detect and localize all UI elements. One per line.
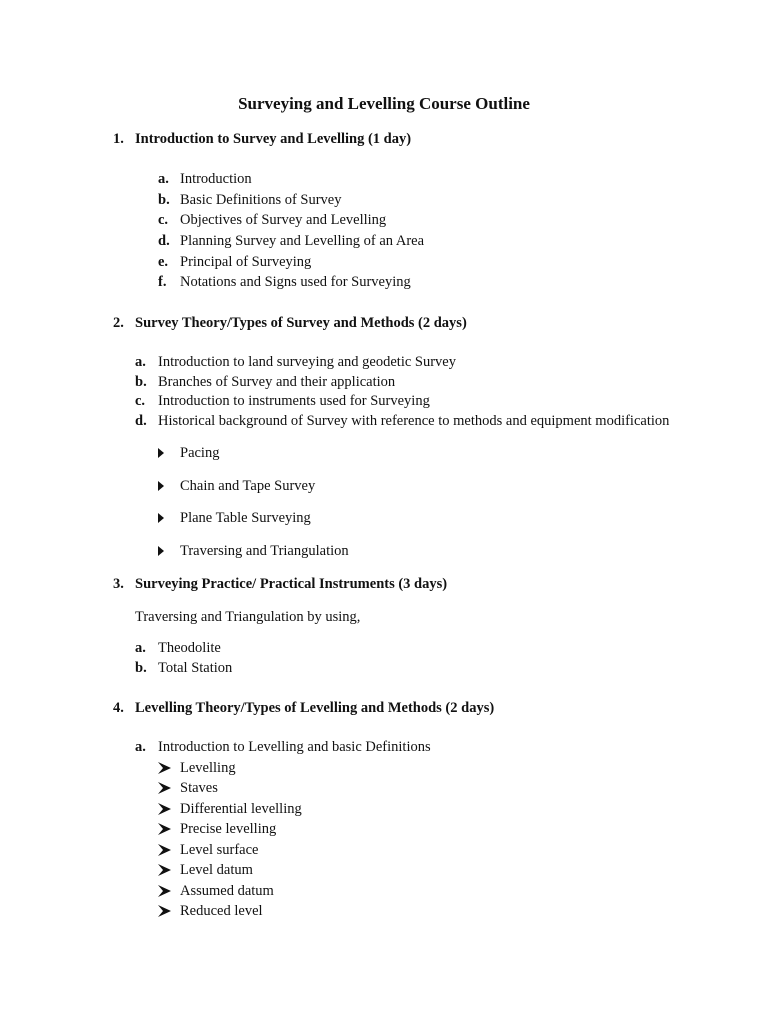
bullet-item: Chain and Tape Survey bbox=[180, 478, 316, 494]
item-letter: a. bbox=[135, 354, 146, 370]
page-title: Surveying and Levelling Course Outline bbox=[238, 94, 530, 113]
list-item: Introduction to land surveying and geodetic Survey bbox=[158, 354, 456, 370]
arrowhead-bullet-icon bbox=[158, 762, 171, 774]
arrowhead-bullet-icon bbox=[158, 844, 171, 856]
section-number: 4. bbox=[113, 700, 124, 716]
bullet-item: Level datum bbox=[180, 862, 253, 878]
bullet-item: Levelling bbox=[180, 760, 236, 776]
item-letter: b. bbox=[158, 192, 170, 208]
arrowhead-bullet-icon bbox=[158, 885, 171, 897]
list-item: Notations and Signs used for Surveying bbox=[180, 274, 411, 290]
bullet-item: Assumed datum bbox=[180, 883, 274, 899]
triangle-bullet-icon bbox=[158, 513, 165, 523]
bullet-item: Pacing bbox=[180, 445, 220, 461]
section-heading: Introduction to Survey and Levelling (1 day) bbox=[135, 131, 412, 147]
bullet-item: Traversing and Triangulation bbox=[180, 543, 349, 559]
section-number: 2. bbox=[113, 315, 124, 331]
section-number: 3. bbox=[113, 576, 124, 592]
bullet-item: Staves bbox=[180, 780, 218, 796]
triangle-bullet-icon bbox=[158, 481, 165, 491]
list-item: Introduction to Levelling and basic Definitions bbox=[158, 739, 431, 755]
arrowhead-bullet-icon bbox=[158, 782, 171, 794]
bullet-item: Plane Table Surveying bbox=[180, 510, 311, 526]
list-item: Historical background of Survey with reference to methods and equipment modification bbox=[158, 413, 670, 429]
list-item: Theodolite bbox=[158, 640, 221, 656]
item-letter: d. bbox=[158, 233, 170, 249]
arrowhead-bullet-icon bbox=[158, 864, 171, 876]
triangle-bullet-icon bbox=[158, 546, 165, 556]
item-letter: b. bbox=[135, 660, 147, 676]
item-letter: a. bbox=[158, 171, 169, 187]
item-letter: d. bbox=[135, 413, 147, 429]
section-heading: Surveying Practice/ Practical Instruments (3 days) bbox=[135, 576, 448, 592]
bullet-item: Differential levelling bbox=[180, 801, 302, 817]
section-intro: Traversing and Triangulation by using, bbox=[135, 609, 361, 625]
bullet-item: Reduced level bbox=[180, 903, 263, 919]
list-item: Introduction bbox=[180, 171, 252, 187]
item-letter: b. bbox=[135, 374, 147, 390]
list-item: Basic Definitions of Survey bbox=[180, 192, 342, 208]
item-letter: a. bbox=[135, 739, 146, 755]
arrowhead-bullet-icon bbox=[158, 823, 171, 835]
item-letter: e. bbox=[158, 254, 169, 270]
section-heading: Levelling Theory/Types of Levelling and Methods (2 days) bbox=[135, 700, 495, 716]
item-letter: c. bbox=[158, 212, 169, 228]
list-item: Branches of Survey and their application bbox=[158, 374, 396, 390]
bullet-item: Precise levelling bbox=[180, 821, 277, 837]
bullet-item: Level surface bbox=[180, 842, 259, 858]
section-heading: Survey Theory/Types of Survey and Methods (2 days) bbox=[135, 315, 467, 331]
section-number: 1. bbox=[113, 131, 124, 147]
item-letter: f. bbox=[158, 274, 167, 290]
list-item: Principal of Surveying bbox=[180, 254, 312, 270]
triangle-bullet-icon bbox=[158, 448, 165, 458]
list-item: Introduction to instruments used for Surveying bbox=[158, 393, 430, 409]
list-item: Planning Survey and Levelling of an Area bbox=[180, 233, 425, 249]
arrowhead-bullet-icon bbox=[158, 905, 171, 917]
list-item: Total Station bbox=[158, 660, 233, 676]
list-item: Objectives of Survey and Levelling bbox=[180, 212, 387, 228]
item-letter: c. bbox=[135, 393, 146, 409]
arrowhead-bullet-icon bbox=[158, 803, 171, 815]
item-letter: a. bbox=[135, 640, 146, 656]
